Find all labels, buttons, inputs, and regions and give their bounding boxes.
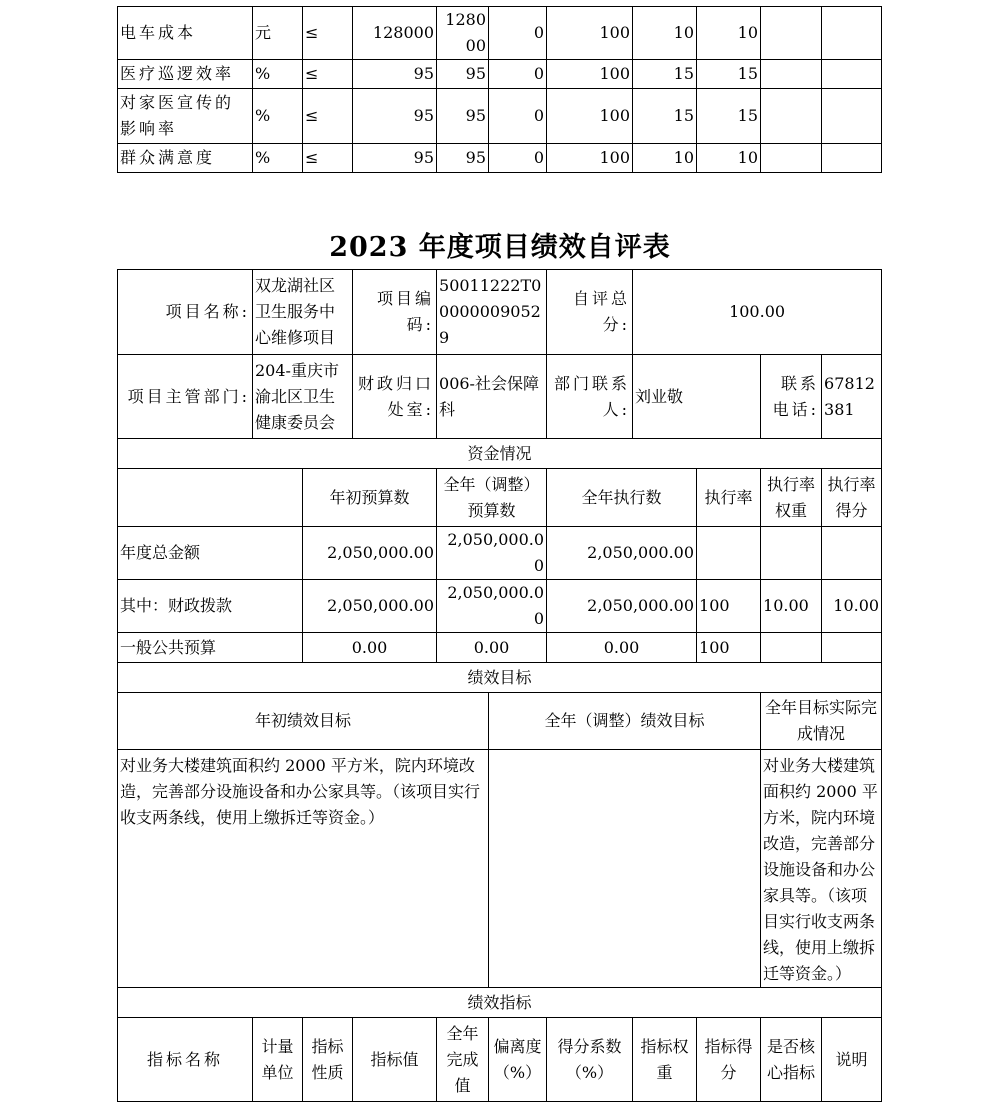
self-score-label: 自评总分: [547,270,633,355]
top-row-empty [761,60,822,89]
top-row-empty [822,60,882,89]
ind-header-score: 指标得分 [697,1018,761,1102]
top-row-deviation: 0 [489,144,547,173]
top-row-target: 95 [353,144,437,173]
top-row-name: 医疗巡逻效率 [118,60,253,89]
funds-row-weight [761,633,822,663]
top-row-unit: % [253,60,303,89]
funds-row-label: 年度总金额 [118,527,303,580]
top-row-target: 95 [353,89,437,144]
top-row-empty [822,144,882,173]
funds-row-adjusted: 2,050,000.00 [437,527,547,580]
top-row-score: 15 [697,60,761,89]
top-row-empty [761,89,822,144]
top-row-target: 128000 [353,7,437,60]
top-row-coef: 100 [547,144,633,173]
project-name-label: 项目名称: [118,270,253,355]
project-code-label: 项目编码: [353,270,437,355]
funds-row-adjusted: 0.00 [437,633,547,663]
funds-row-label: 其中：财政拨款 [118,580,303,633]
top-row-empty [761,7,822,60]
ind-header-weight: 指标权重 [633,1018,697,1102]
prev-indicator-table [117,6,882,173]
top-row-actual: 128000 [437,7,489,60]
self-score-value: 100.00 [633,270,882,355]
contact-value: 刘业敬 [633,355,761,439]
top-row-unit: 元 [253,7,303,60]
top-row-empty [822,89,882,144]
funds-row-score: 10.00 [822,580,882,633]
finance-office-value: 006-社会保障科 [437,355,547,439]
funds-section-header: 资金情况 [118,439,882,469]
phone-label: 联系电话: [761,355,822,439]
top-row-score: 15 [697,89,761,144]
top-indicator-row [118,60,882,89]
page-title: 2023 年度项目绩效自评表 [329,232,671,263]
project-code-value: 50011222T000000090529 [437,270,547,355]
ind-header-name: 指标名称 [118,1018,253,1102]
top-row-operator: ≤ [303,7,353,60]
top-row-deviation: 0 [489,7,547,60]
funds-row-budget: 0.00 [303,633,437,663]
top-row-coef: 100 [547,60,633,89]
funds-row-weight [761,527,822,580]
dept-value: 204-重庆市渝北区卫生健康委员会 [253,355,353,439]
project-name-value: 双龙湖社区卫生服务中心维修项目 [253,270,353,355]
funds-row-adjusted: 2,050,000.00 [437,580,547,633]
contact-label: 部门联系人: [547,355,633,439]
top-row-coef: 100 [547,7,633,60]
top-row-deviation: 0 [489,89,547,144]
top-row-weight: 15 [633,89,697,144]
top-row-target: 95 [353,60,437,89]
funds-row-score [822,527,882,580]
funds-row-score [822,633,882,663]
top-row-empty [761,144,822,173]
funds-header-adjusted: 全年（调整）预算数 [437,469,547,527]
funds-header-weight: 执行率权重 [761,469,822,527]
top-row-name: 电车成本 [118,7,253,60]
goals-actual-text: 对业务大楼建筑面积约 2000 平方米，院内环境改造，完善部分设施设备和办公家具等。（该项目实行收支两条线，使用上缴拆迁等资金。） [761,750,882,988]
phone-value: 67812381 [822,355,882,439]
funds-row-executed: 0.00 [547,633,697,663]
funds-row-executed: 2,050,000.00 [547,527,697,580]
indicators-section-header: 绩效指标 [118,988,882,1018]
goals-initial-text: 对业务大楼建筑面积约 2000 平方米，院内环境改造，完善部分设施设备和办公家具等。（该项目实行收支两条线，使用上缴拆迁等资金。） [118,750,489,988]
top-row-name: 对家医宣传的影响率 [118,89,253,144]
funds-header-blank [118,469,303,527]
top-row-unit: % [253,144,303,173]
top-row-score: 10 [697,7,761,60]
funds-row-label: 一般公共预算 [118,633,303,663]
ind-header-actual: 全年完成值 [437,1018,489,1102]
top-row-weight: 15 [633,60,697,89]
funds-row-executed: 2,050,000.00 [547,580,697,633]
ind-header-target: 指标值 [353,1018,437,1102]
goals-header-initial: 年初绩效目标 [118,693,489,750]
dept-label: 项目主管部门: [118,355,253,439]
self-eval-table [117,269,882,1102]
top-row-actual: 95 [437,89,489,144]
ind-header-deviation: 偏离度（%） [489,1018,547,1102]
funds-row-weight: 10.00 [761,580,822,633]
top-indicator-row [118,89,882,144]
goals-header-actual: 全年目标实际完成情况 [761,693,882,750]
funds-row-budget: 2,050,000.00 [303,527,437,580]
funds-header-executed: 全年执行数 [547,469,697,527]
ind-header-note: 说明 [822,1018,882,1102]
funds-row-rate: 100 [697,633,761,663]
ind-header-nature: 指标性质 [303,1018,353,1102]
top-row-weight: 10 [633,144,697,173]
top-row-actual: 95 [437,60,489,89]
top-row-score: 10 [697,144,761,173]
goals-section-header: 绩效目标 [118,663,882,693]
funds-row-rate [697,527,761,580]
funds-row-budget: 2,050,000.00 [303,580,437,633]
ind-header-unit: 计量单位 [253,1018,303,1102]
top-row-weight: 10 [633,7,697,60]
top-row-coef: 100 [547,89,633,144]
funds-header-score: 执行率得分 [822,469,882,527]
ind-header-core: 是否核心指标 [761,1018,822,1102]
top-indicator-row [118,7,882,60]
goals-header-adjusted: 全年（调整）绩效目标 [489,693,761,750]
finance-office-label: 财政归口处室: [353,355,437,439]
top-row-empty [822,7,882,60]
funds-header-rate: 执行率 [697,469,761,527]
top-row-unit: % [253,89,303,144]
top-row-operator: ≤ [303,144,353,173]
funds-row-rate: 100 [697,580,761,633]
top-indicator-row [118,144,882,173]
top-row-operator: ≤ [303,60,353,89]
funds-header-budget: 年初预算数 [303,469,437,527]
goals-adjusted-text [489,750,761,988]
top-row-operator: ≤ [303,89,353,144]
ind-header-coef: 得分系数（%） [547,1018,633,1102]
top-row-name: 群众满意度 [118,144,253,173]
top-row-actual: 95 [437,144,489,173]
top-row-deviation: 0 [489,60,547,89]
